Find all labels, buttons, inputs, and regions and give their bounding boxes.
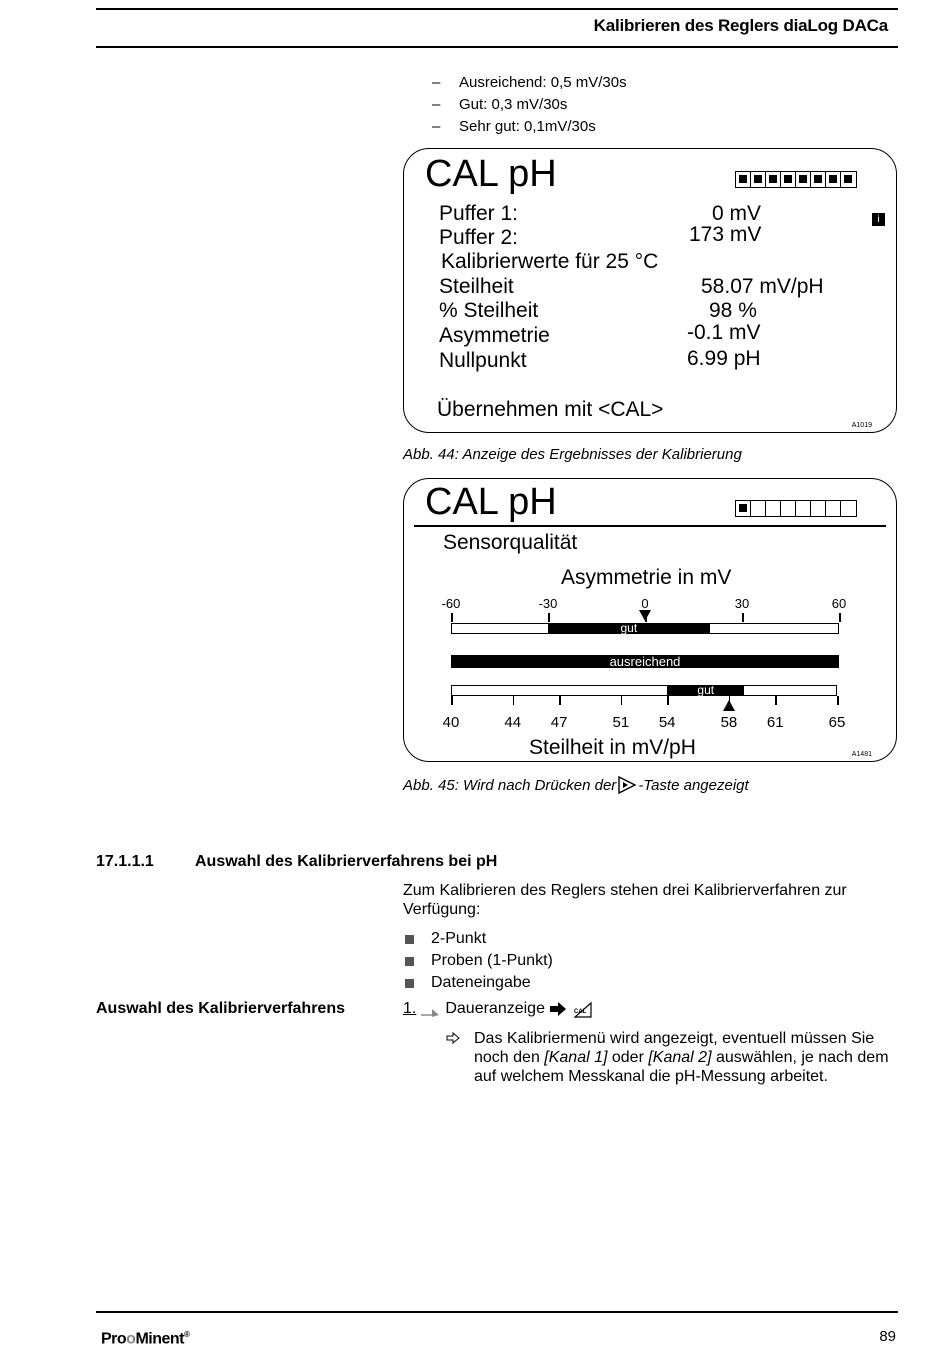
- channel-2-ref: [Kanal 2]: [648, 1049, 712, 1066]
- asymmetry-good-range: gut: [548, 623, 710, 634]
- slope-tick: [837, 696, 839, 705]
- slope-tick-label: 54: [658, 714, 676, 731]
- asymmetry-tick-label: -30: [538, 596, 558, 611]
- cal-key-label: CAL: [574, 1009, 587, 1015]
- progress-segment-empty: [796, 501, 811, 516]
- section-paragraph: Zum Kalibrieren des Reglers stehen drei Kalibrierverfahren zur Verfügung:: [403, 882, 847, 918]
- slope-tick-label: 44: [504, 714, 522, 731]
- asymmetry-tick-label: 60: [831, 596, 847, 611]
- right-arrow-key-icon: [617, 776, 637, 794]
- slope-tick: [667, 696, 669, 705]
- progress-segment-filled: [736, 501, 751, 516]
- cal-key-icon: [573, 1000, 593, 1018]
- asymmetry-marker-icon: [639, 610, 651, 621]
- progress-indicator: [735, 500, 857, 517]
- progress-indicator: [735, 171, 857, 188]
- slope-good-range: gut: [667, 685, 744, 696]
- figure-code: A1019: [851, 422, 872, 429]
- list-item: – Sehr gut: 0,1mV/30s: [432, 118, 596, 135]
- row-value: 6.99 pH: [687, 347, 761, 370]
- list-item: Proben (1-Punkt): [405, 950, 553, 972]
- row-label: Kalibrierwerte für 25 °C: [441, 250, 659, 273]
- row-value: 98 %: [709, 299, 757, 322]
- list-item: Dateneingabe: [405, 972, 553, 994]
- progress-segment-filled: [781, 172, 796, 187]
- progress-segment-filled: [811, 172, 826, 187]
- slope-tick: [513, 696, 515, 705]
- asymmetry-tick: [451, 613, 453, 622]
- list-item: 2-Punkt: [405, 928, 553, 950]
- bullet-icon: [405, 957, 414, 966]
- progress-segment-empty: [751, 501, 766, 516]
- progress-segment-empty: [811, 501, 826, 516]
- method-list: [405, 928, 553, 994]
- slope-tick-label: 58: [720, 714, 738, 731]
- slope-tick-label: 65: [828, 714, 846, 731]
- progress-segment-filled: [796, 172, 811, 187]
- row-value: 58.07 mV/pH: [701, 275, 824, 298]
- figure-caption: Abb. 45: Wird nach Drücken der -Taste angezeigt: [403, 776, 749, 794]
- display-footer: Übernehmen mit <CAL>: [437, 398, 664, 421]
- row-label: Steilheit: [439, 275, 514, 298]
- progress-segment-empty: [841, 501, 856, 516]
- slope-tick: [729, 696, 731, 705]
- display-title: CAL pH: [425, 481, 557, 523]
- slope-scale-bar: [451, 685, 837, 696]
- asymmetry-tick: [548, 613, 550, 622]
- bullet-icon: [405, 979, 414, 988]
- slope-tick: [451, 696, 453, 705]
- header-bottom-rule: [96, 46, 898, 48]
- slope-tick: [775, 696, 777, 705]
- list-item: – Gut: 0,3 mV/30s: [432, 96, 568, 113]
- section-number: 17.1.1.1: [96, 853, 154, 870]
- asymmetry-tick: [839, 613, 841, 622]
- divider: [414, 525, 886, 527]
- progress-segment-filled: [736, 172, 751, 187]
- bullet-icon: [405, 935, 414, 944]
- step-text: Daueranzeige: [445, 1000, 545, 1017]
- figure-code: A1481: [851, 751, 872, 758]
- row-label: Nullpunkt: [439, 349, 527, 372]
- row-value: 173 mV: [689, 223, 762, 246]
- figure-caption: Abb. 44: Anzeige des Ergebnisses der Kalibrierung: [403, 446, 742, 463]
- calibration-result-display: [403, 148, 897, 433]
- row-label: Puffer 2:: [439, 226, 518, 249]
- row-label: Asymmetrie: [439, 324, 550, 347]
- header-title: Kalibrieren des Reglers diaLog DACa: [593, 16, 888, 35]
- progress-segment-filled: [826, 172, 841, 187]
- row-label: % Steilheit: [439, 299, 539, 322]
- asymmetry-tick: [742, 613, 744, 622]
- info-icon: i: [872, 213, 885, 226]
- slope-tick-label: 40: [442, 714, 460, 731]
- row-value: -0.1 mV: [687, 321, 761, 344]
- row-value: 0 mV: [712, 202, 762, 225]
- page-number: 89: [879, 1328, 896, 1345]
- display-title: CAL pH: [425, 153, 557, 195]
- sensor-quality-display: [403, 478, 897, 762]
- slope-tick-label: 51: [612, 714, 630, 731]
- progress-segment-filled: [766, 172, 781, 187]
- slope-scale-title: Steilheit in mV/pH: [529, 736, 696, 759]
- slope-tick: [559, 696, 561, 705]
- result-text: Das Kalibriermenü wird angezeigt, eventuell müssen Sie noch den [Kanal 1] oder [Kanal 2] auswählen, je nach dem auf welchem Messkanal die pH-Messung arbeitet.: [474, 1030, 889, 1085]
- slope-tick-label: 47: [550, 714, 568, 731]
- slope-tick-label: 61: [766, 714, 784, 731]
- result-arrow-icon: [446, 1031, 460, 1049]
- display-subtitle: Sensorqualität: [443, 531, 578, 554]
- row-label: Puffer 1:: [439, 202, 518, 225]
- header-top-rule: [96, 8, 898, 10]
- step-arrow-icon: [419, 1001, 441, 1017]
- progress-segment-filled: [841, 172, 856, 187]
- channel-1-ref: [Kanal 1]: [544, 1049, 608, 1066]
- instruction-step: [403, 1000, 587, 1018]
- step-number: 1.: [403, 1000, 417, 1017]
- progress-segment-empty: [766, 501, 781, 516]
- right-arrow-icon: [549, 1001, 567, 1017]
- progress-segment-empty: [781, 501, 796, 516]
- asymmetry-tick-label: -60: [441, 596, 461, 611]
- brand-logo: ProoMinent®: [101, 1330, 190, 1348]
- criteria-list: [432, 72, 627, 138]
- sufficient-range: ausreichend: [451, 655, 839, 668]
- section-title: Auswahl des Kalibrierverfahrens bei pH: [195, 853, 498, 870]
- footer-rule: [96, 1311, 898, 1313]
- slope-tick: [621, 696, 623, 705]
- progress-segment-empty: [826, 501, 841, 516]
- asymmetry-scale-title: Asymmetrie in mV: [561, 566, 732, 589]
- asymmetry-tick-label: 30: [734, 596, 750, 611]
- side-label: Auswahl des Kalibrierverfahrens: [96, 1000, 345, 1017]
- progress-segment-filled: [751, 172, 766, 187]
- list-item: – Ausreichend: 0,5 mV/30s: [432, 74, 627, 91]
- asymmetry-tick-label: 0: [641, 596, 649, 611]
